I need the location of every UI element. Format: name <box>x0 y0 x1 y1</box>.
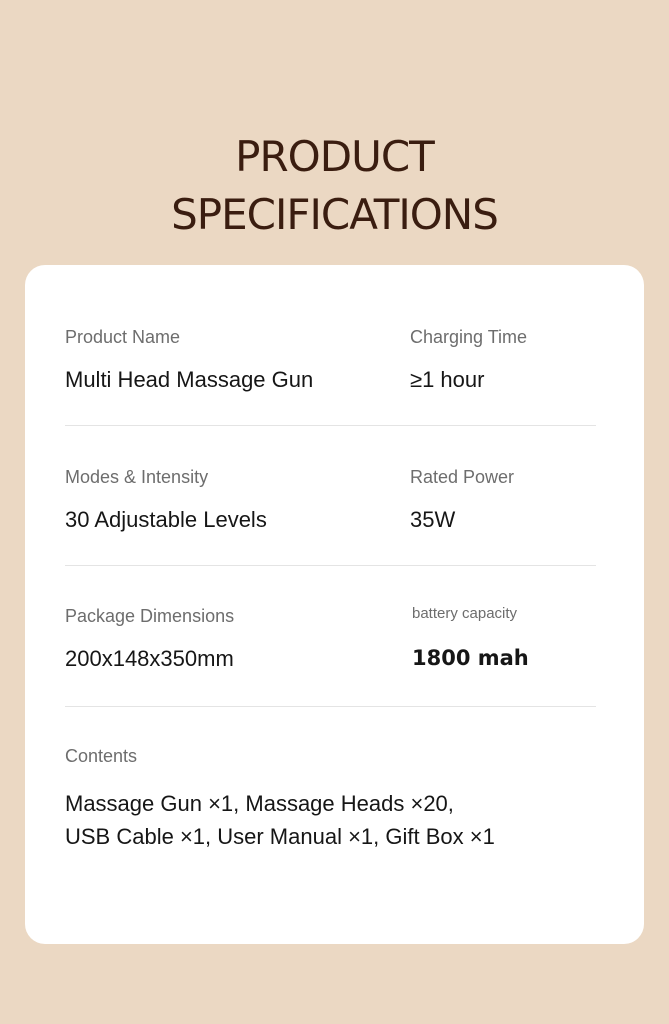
charging-time-label: Charging Time <box>410 327 528 347</box>
contents-label: Contents <box>65 746 138 766</box>
package-dimensions-value: 200x148x350mm <box>65 646 234 671</box>
rated-power-label: Rated Power <box>410 467 515 487</box>
battery-capacity-label: battery capacity <box>412 605 518 622</box>
specifications-card <box>25 265 644 944</box>
page-title-line-2: SPECIFICATIONS <box>171 190 498 240</box>
row-divider-1 <box>65 425 596 426</box>
page-title <box>0 128 669 244</box>
contents-line-1: Massage Gun ×1, Massage Heads ×20, <box>65 791 454 816</box>
charging-time-value: ≥1 hour <box>410 367 485 392</box>
rated-power-value: 35W <box>410 507 456 532</box>
product-name-value: Multi Head Massage Gun <box>65 367 314 392</box>
page-title-line-1: PRODUCT <box>235 132 434 182</box>
contents-value <box>65 787 615 853</box>
contents-line-2: USB Cable ×1, User Manual ×1, Gift Box ×1 <box>65 824 495 849</box>
battery-capacity-value: 1800 mah <box>412 646 529 670</box>
modes-intensity-value: 30 Adjustable Levels <box>65 507 267 532</box>
product-name-label: Product Name <box>65 327 181 347</box>
modes-intensity-label: Modes & Intensity <box>65 467 209 487</box>
package-dimensions-label: Package Dimensions <box>65 606 235 626</box>
row-divider-2 <box>65 565 596 566</box>
row-divider-3 <box>65 706 596 707</box>
